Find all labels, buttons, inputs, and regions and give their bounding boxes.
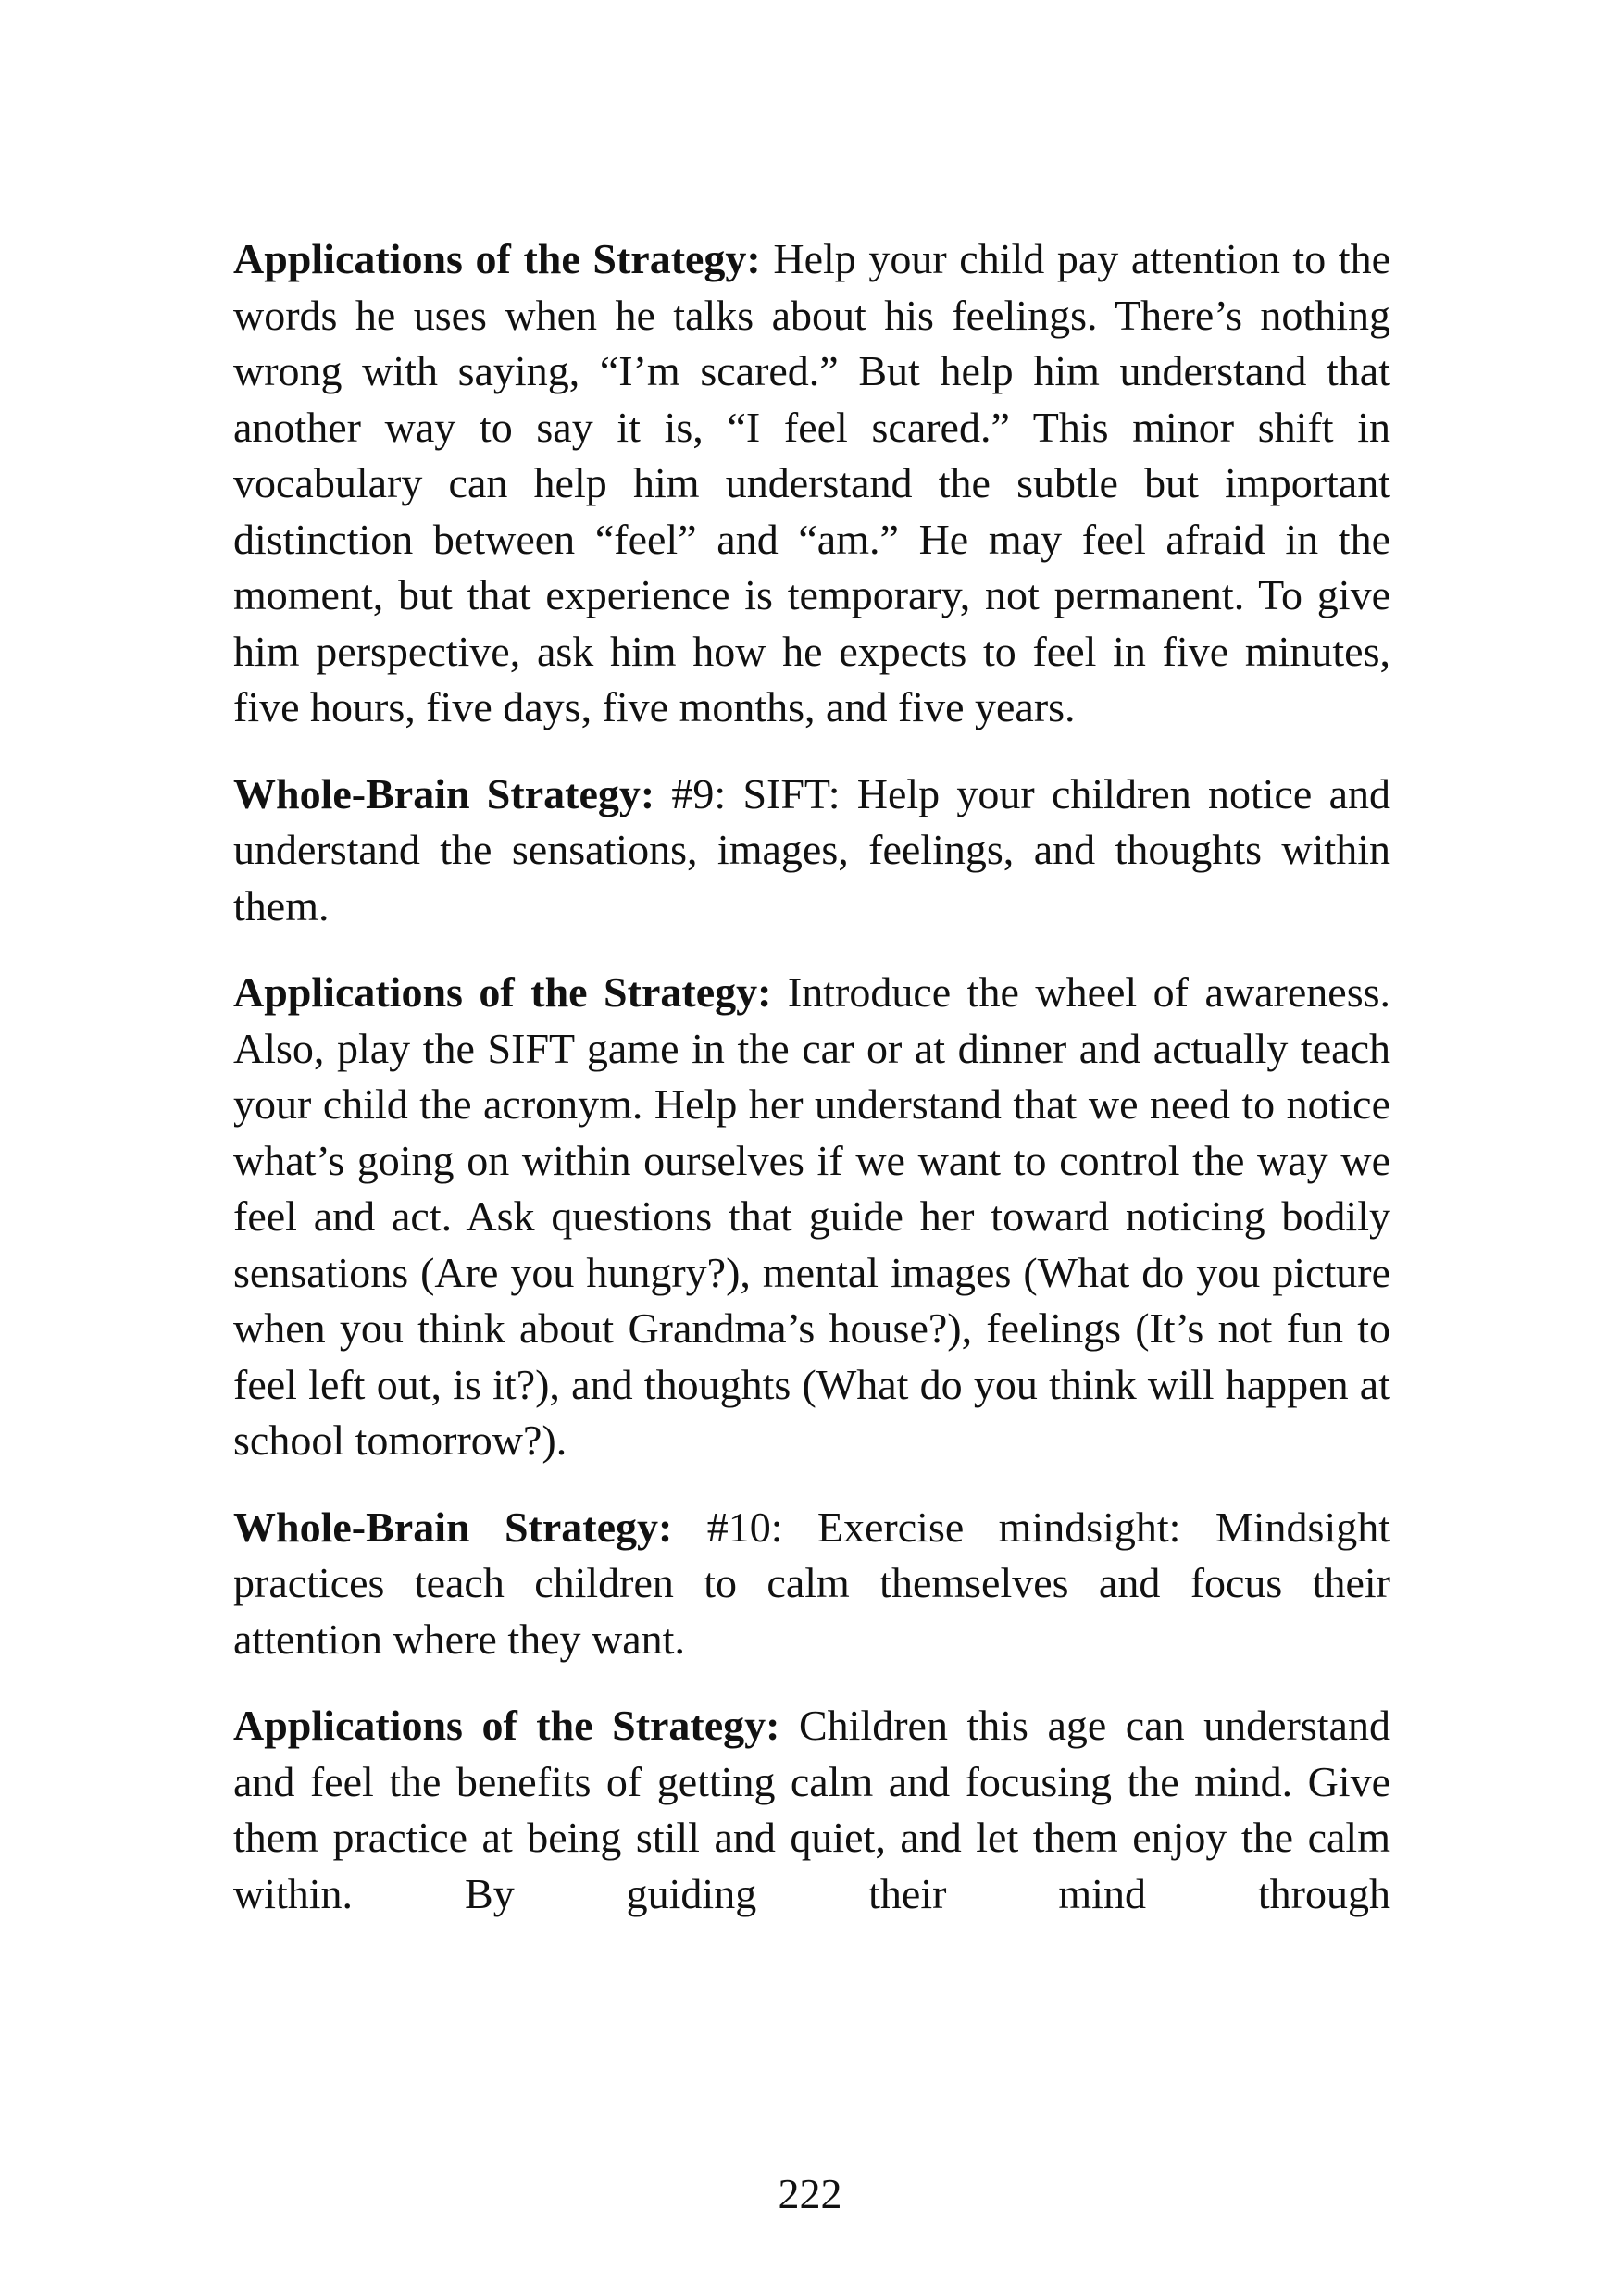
- paragraph-strategy-10: [233, 1500, 1390, 1668]
- paragraph-heading: Whole-Brain Strategy:: [233, 1503, 673, 1551]
- paragraph-strategy-9: [233, 767, 1390, 935]
- paragraph-heading: Applications of the Strategy:: [233, 1702, 780, 1749]
- paragraph-text: Introduce the wheel of awareness. Also, play the SIFT game in the car or at dinner and actually teach your child the acronym. Help her understand that we need to notice what’s going on within ourselves if we want to control the way we feel and act. Ask questions that guide her toward noticing bodily sensations (Are you hungry?), mental images (What do you picture when you think about Grandma’s house?), feelings (It’s not fun to feel left out, is it?), and thoughts (What do you think will happen at school tomorrow?).: [233, 968, 1390, 1464]
- paragraph-text: Children this age can understand and feel the benefits of getting calm and focusing the mind. Give them practice at being still and quiet, and let them enjoy the calm within. By guiding their mind through: [233, 1702, 1390, 1917]
- paragraph-heading: Whole-Brain Strategy:: [233, 769, 655, 817]
- paragraph-heading: Applications of the Strategy:: [233, 235, 761, 282]
- page-body-text: [233, 231, 1390, 1953]
- paragraph-text: #10: Exercise mindsight: Mindsight practices teach children to calm themselves and focus their attention where they want.: [233, 1503, 1391, 1663]
- paragraph-text: Help your child pay attention to the words he uses when he talks about his feelings. There’s nothing wrong with saying, “I’m scared.” But help him understand that another way to say it is, “I feel scared.” This minor shift in vocabulary can help him understand the subtle but important distinction between “feel” and “am.” He may feel afraid in the moment, but that experience is temporary, not permanent. To give him perspective, ask him how he expects to feel in five minutes, five hours, five days, five months, and five years.: [233, 235, 1390, 730]
- paragraph-text: #9: SIFT: Help your children notice and understand the sensations, images, feelings, and thoughts within them.: [233, 769, 1390, 930]
- paragraph-applications-1: [233, 231, 1390, 736]
- paragraph-heading: Applications of the Strategy:: [233, 968, 772, 1016]
- paragraph-applications-3: [233, 1698, 1390, 1922]
- paragraph-applications-2: [233, 965, 1390, 1469]
- page-number: 222: [778, 2170, 842, 2217]
